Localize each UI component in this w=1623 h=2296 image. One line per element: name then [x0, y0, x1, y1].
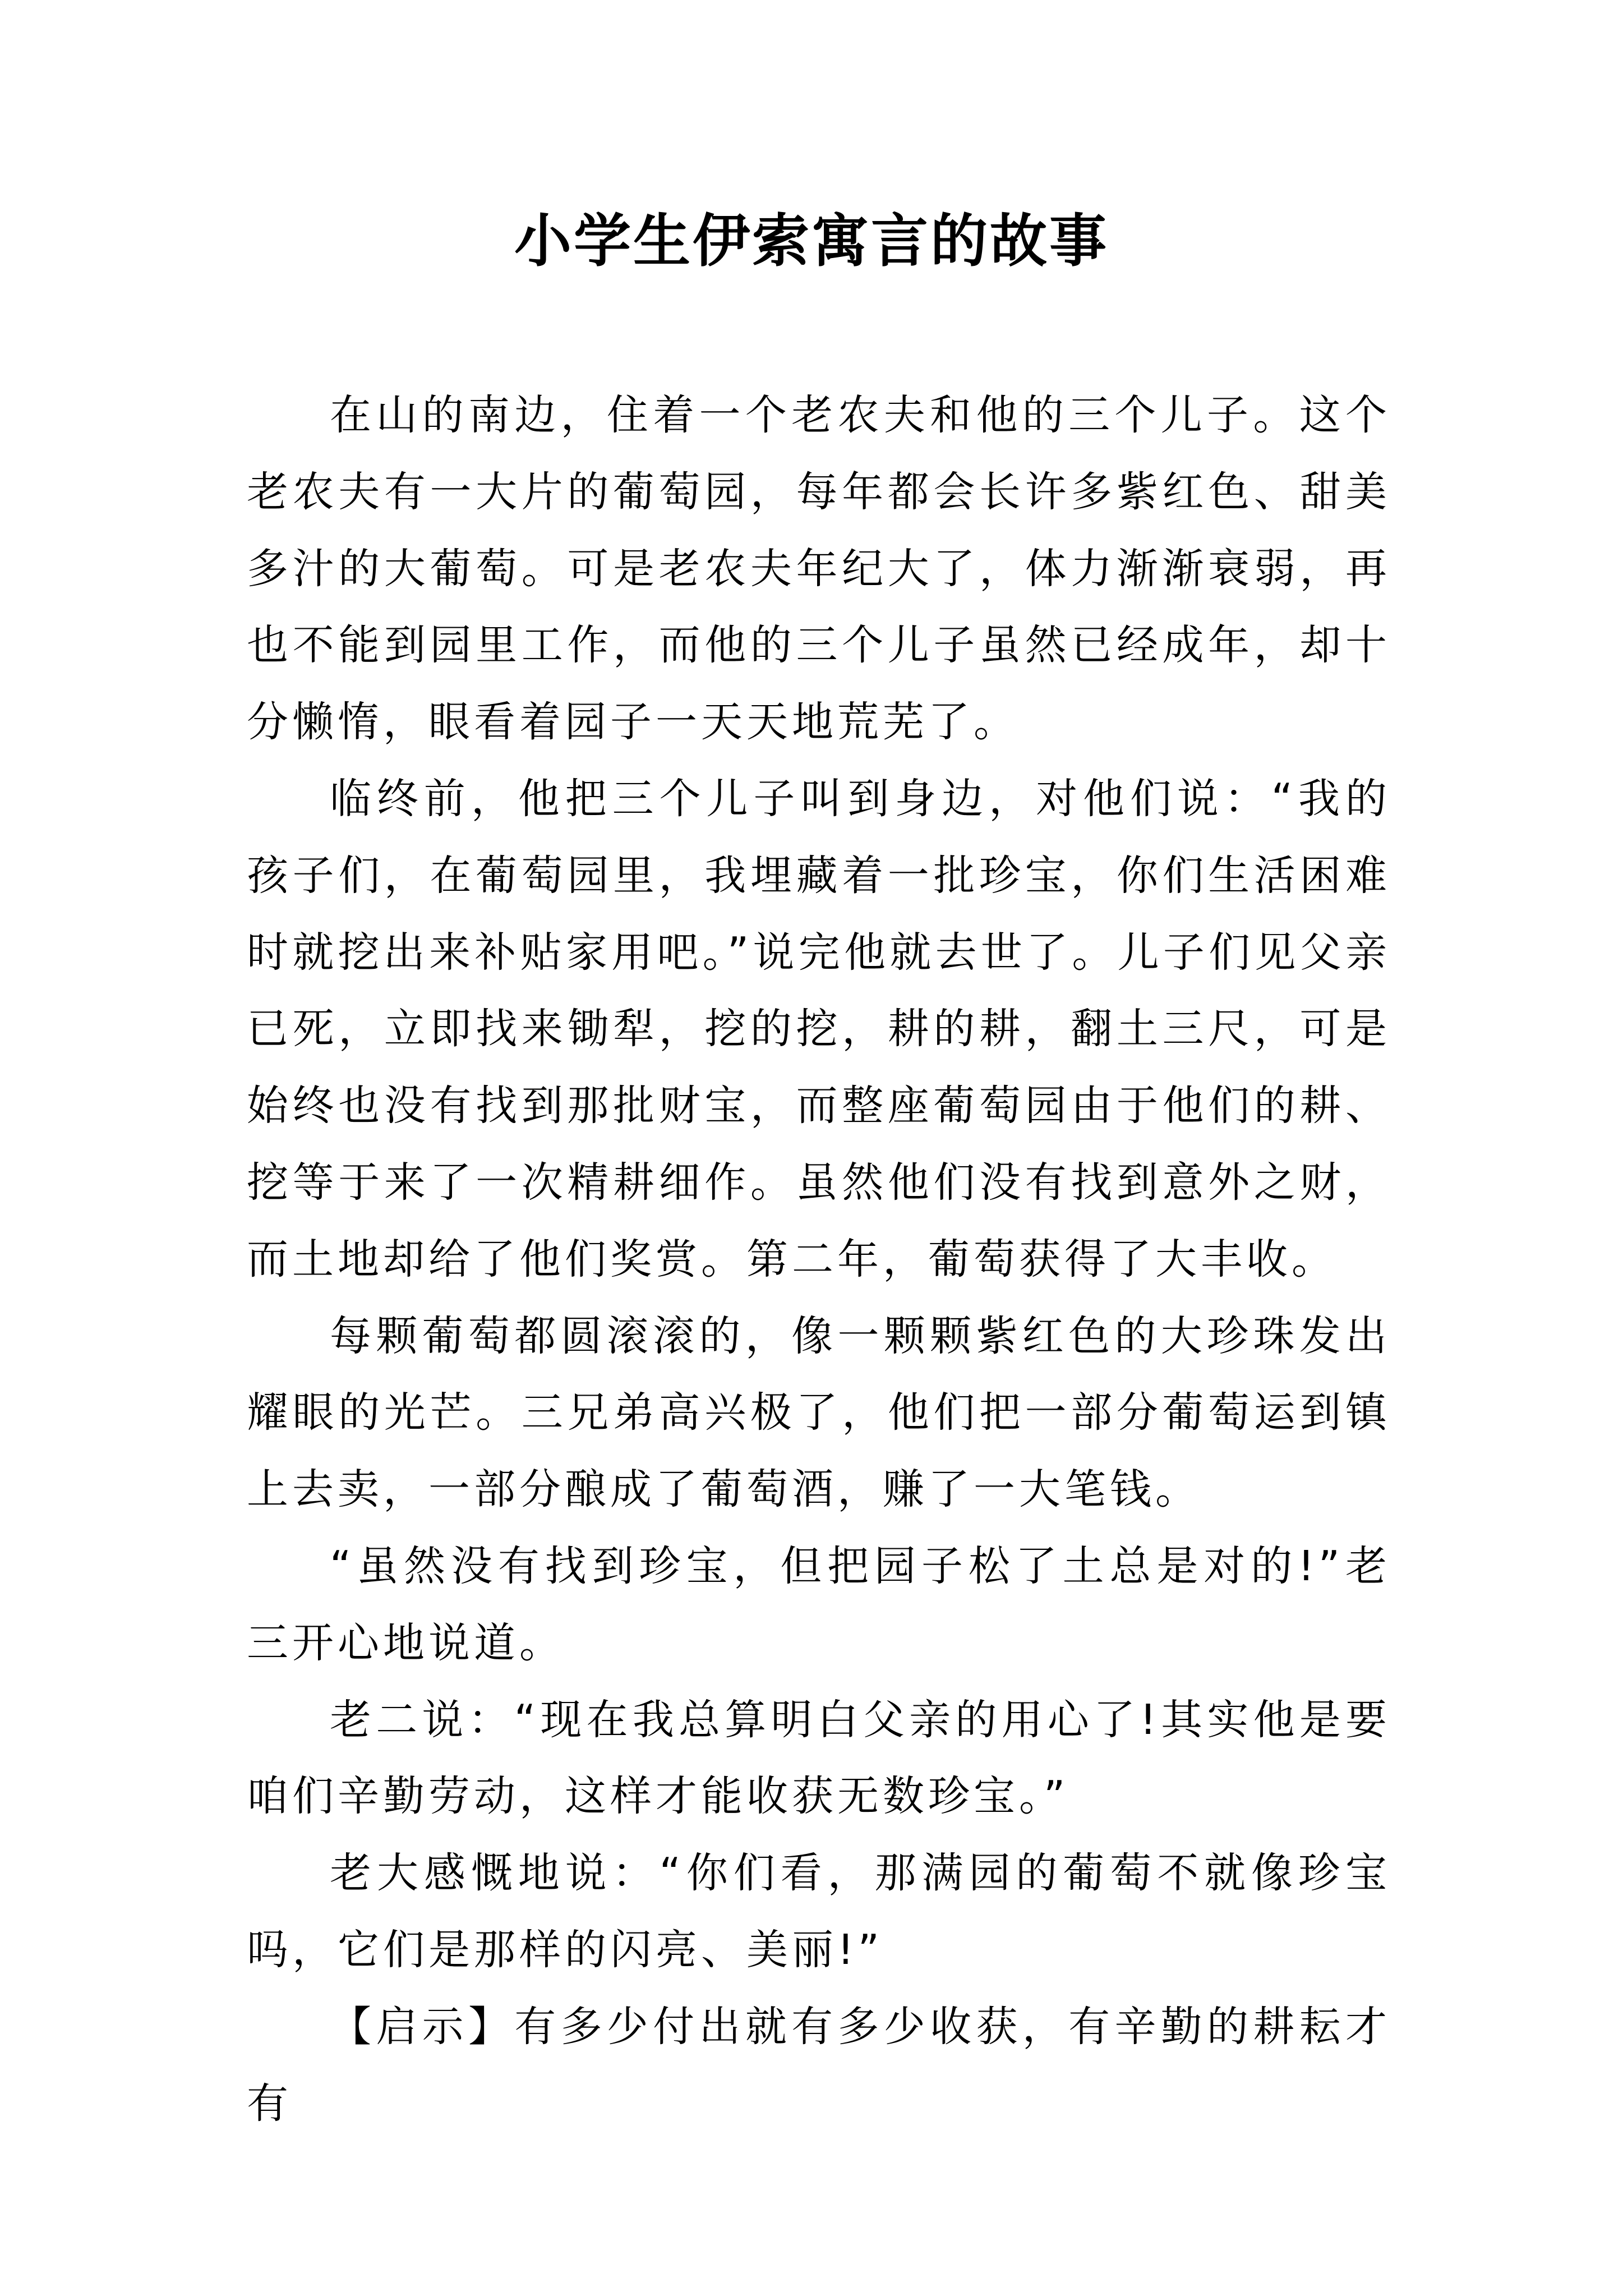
- paragraph: 临终前，他把三个儿子叫到身边，对他们说：“我的孩子们，在葡萄园里，我埋藏着一批珍宝，你们生活困难时就挖出来补贴家用吧。”说完他就去世了。儿子们见父亲已死，立即找来锄犁，挖的挖，耕的耕，翻土三尺，可是始终也没有找到那批财宝，而整座葡萄园由于他们的耕、挖等于来了一次精耕细作。虽然他们没有找到意外之财，而土地却给了他们奖赏。第二年，葡萄获得了大丰收。: [247, 774, 1391, 1283]
- document-body: [247, 377, 1391, 2142]
- paragraph: 在山的南边，住着一个老农夫和他的三个儿子。这个老农夫有一大片的葡萄园，每年都会长许多紫红色、甜美多汁的大葡萄。可是老农夫年纪大了，体力渐渐衰弱，再也不能到园里工作，而他的三个儿子虽然已经成年，却十分懒惰，眼看着园子一天天地荒芜了。: [247, 391, 1391, 747]
- paragraph: 每颗葡萄都圆滚滚的，像一颗颗紫红色的大珍珠发出耀眼的光芒。三兄弟高兴极了，他们把一部分葡萄运到镇上去卖，一部分酿成了葡萄酒，赚了一大笔钱。: [247, 1312, 1391, 1514]
- paragraph: 老二说：“现在我总算明白父亲的用心了!其实他是要咱们辛勤劳动，这样才能收获无数珍宝。”: [247, 1695, 1391, 1821]
- document-title: 小学生伊索寓言的故事: [514, 208, 1109, 275]
- paragraph: “虽然没有找到珍宝，但把园子松了土总是对的!”老三开心地说道。: [247, 1542, 1391, 1667]
- paragraph: 【启示】有多少付出就有多少收获，有辛勤的耕耘才有: [247, 2002, 1391, 2128]
- paragraph: 老大感慨地说：“你们看，那满园的葡萄不就像珍宝吗，它们是那样的闪亮、美丽!”: [247, 1849, 1391, 1974]
